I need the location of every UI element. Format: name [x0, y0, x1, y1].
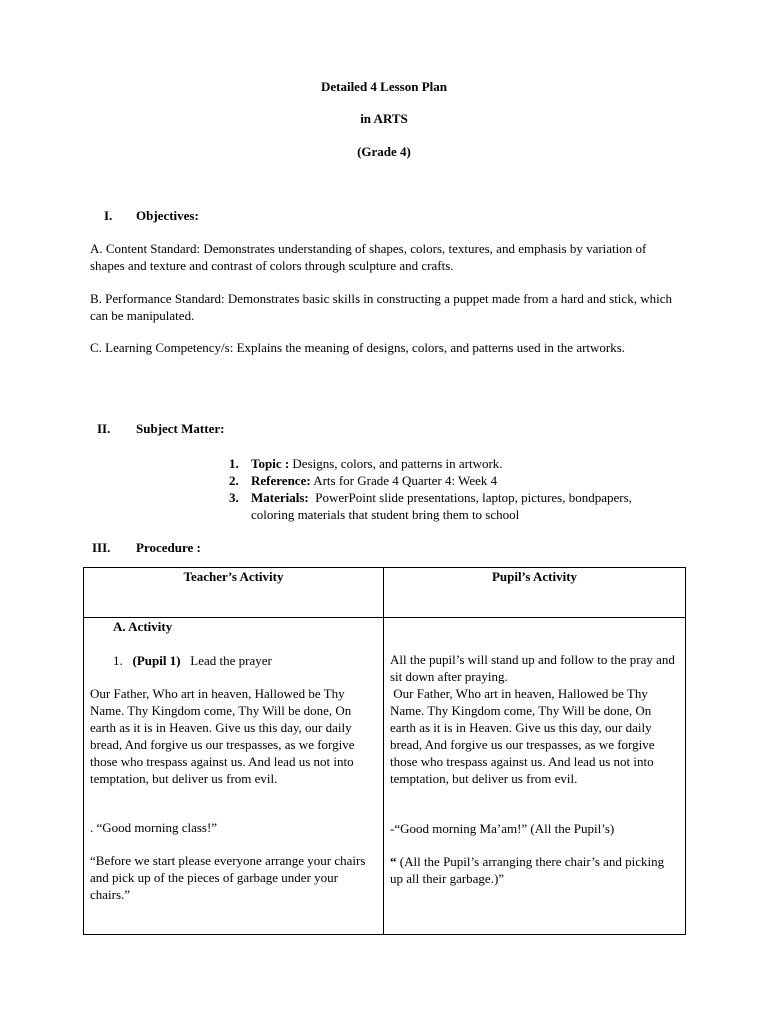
list-item: [229, 489, 669, 523]
teacher-activity-cell: [84, 618, 384, 935]
list-number: 3.: [229, 490, 239, 505]
procedure-heading: Procedure :: [136, 540, 201, 555]
teacher-activity-header: Teacher’s Activity: [84, 568, 384, 618]
subject-matter-heading: Subject Matter:: [136, 421, 225, 436]
step-bold: (Pupil 1): [132, 653, 181, 668]
procedure-numeral: III.: [92, 540, 111, 555]
subject-matter-list: [229, 455, 669, 523]
content-standard: A. Content Standard: Demonstrates understanding of shapes, colors, textures, and emphasis by variation of shapes and texture and contrast of colors through sculpture and crafts.: [90, 241, 647, 273]
document-title: Detailed 4 Lesson Plan: [320, 79, 448, 94]
teacher-greeting: . “Good morning class!”: [90, 820, 218, 835]
pupil-step: [113, 652, 377, 669]
pupil-prayer: Our Father, Who art in heaven, Hallowed be Thy Name. Thy Kingdom come, Thy Will be done, On earth as it is in Heaven. Give us this day, our daily bread, And forgive us our trespasses, as we forgive those who trespass against us. And lead us not into temptation, but deliver us from evil.: [390, 686, 658, 786]
step-text: Lead the prayer: [180, 653, 272, 668]
teacher-instruction: “Before we start please everyone arrange your chairs and pick up of the pieces of garbage under your chairs.”: [90, 853, 366, 902]
reference-label: Reference:: [251, 473, 311, 488]
objectives-heading: Objectives:: [136, 208, 199, 223]
reference-text: Arts for Grade 4 Quarter 4: Week 4: [310, 473, 498, 488]
document-subject: in ARTS: [360, 111, 408, 126]
pupil-activity-cell: [384, 618, 686, 935]
pupil-greeting: -“Good morning Ma’am!” (All the Pupil’s): [390, 821, 615, 836]
document-grade: (Grade 4): [357, 144, 411, 159]
table-header-row: [84, 568, 686, 618]
topic-text: Designs, colors, and patterns in artwork.: [289, 456, 503, 471]
materials-text: PowerPoint slide presentations, laptop, pictures, bondpapers, coloring materials that student bring them to school: [251, 490, 636, 522]
response-text: (All the Pupil’s arranging there chair’s and picking up all their garbage.)”: [390, 854, 665, 886]
procedure-table: [83, 567, 686, 935]
teacher-prayer: Our Father, Who art in heaven, Hallowed be Thy Name. Thy Kingdom come, Thy Will be done, On earth as it is in Heaven. Give us this day, our daily bread, And forgive us our trespasses, as we forgive those who trespass against us. And lead us not into temptation, but deliver us from evil.: [90, 686, 355, 786]
list-item: [229, 455, 669, 472]
response-quote: “: [390, 854, 397, 869]
objectives-numeral: I.: [104, 208, 113, 223]
step-number: 1.: [113, 653, 123, 668]
performance-standard: B. Performance Standard: Demonstrates basic skills in constructing a puppet made from a hard and stick, which can be manipulated.: [90, 291, 672, 323]
list-item: [229, 472, 669, 489]
topic-label: Topic :: [251, 456, 290, 471]
list-number: 2.: [229, 473, 239, 488]
pupil-response: [390, 853, 679, 887]
table-row: [84, 618, 686, 935]
materials-label: Materials:: [251, 490, 309, 505]
pupil-activity-header: Pupil’s Activity: [384, 568, 686, 618]
activity-label: A. Activity: [113, 619, 173, 634]
list-number: 1.: [229, 456, 239, 471]
learning-competency: C. Learning Competency/s: Explains the meaning of designs, colors, and patterns used in the artworks.: [90, 340, 626, 355]
pupil-stand: All the pupil’s will stand up and follow to the pray and sit down after praying.: [390, 652, 675, 684]
subject-matter-numeral: II.: [97, 421, 111, 436]
